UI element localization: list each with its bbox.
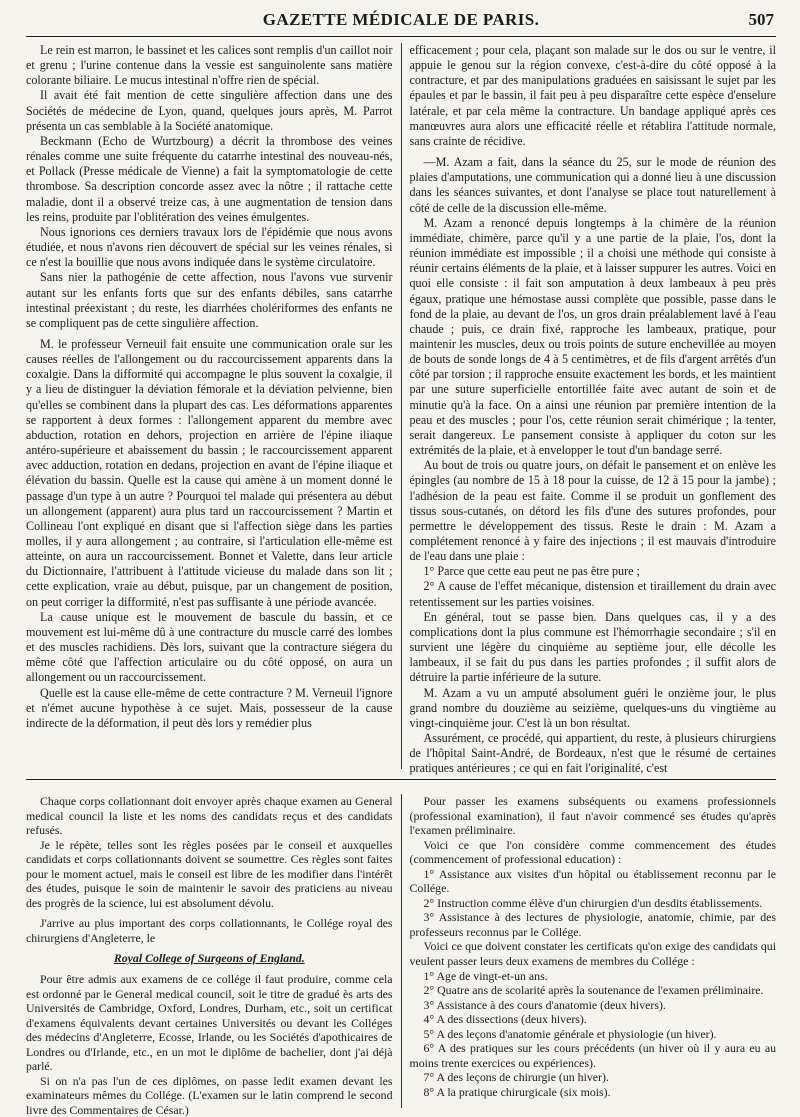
running-head [26,6,776,37]
column-divider [401,43,402,769]
list-item: 2° Instruction comme élève d'un chirurgien d'un desdits établissements. [423,895,763,910]
list-item: 1° Parce que cette eau peut ne pas être pure ; [423,564,640,579]
paragraph: Nous ignorions ces derniers travaux lors de l'épidémie que nous avons étudiée, et nous n'avons rien découvert de spécial sur les veines rénales, si ce n'est la bouillie que nous avons indiquée dans le système circulatoire. [26,224,393,270]
section-title: Royal College of Surgeons of England. [113,951,305,966]
paragraph: J'arrive au plus important des corps collationnants, le Collége royal des chirurgiens d'Angleterre, le [26,916,393,945]
upper-right-column [409,43,777,776]
paragraph: Assurément, ce procédé, qui appartient, du reste, à plusieurs chirurgiens de l'hôpital Saint-André, de Bordeaux, n'est que le résumé de certaines pratiques antérieures ; ce qui en fait l'originalité, c'est [409,731,777,776]
list-item: 1° Age de vingt-et-un ans. [423,968,548,983]
paragraph: Beckmann (Echo de Wurtzbourg) a décrit la thrombose des veines rénales comme une suite fréquente du catarrhe intestinal des nouveau-nés, et Pollack (Presse médicale de Vienne) a fait la symptomatologie de cette thrombose. Sa description concorde assez avec la nôtre ; il rattache cette maladie, dont il a observé treize cas, à une augmentation de tension dans les reins, produite par l'oblitération des veines émulgentes. [26,133,393,224]
paragraph: Pour passer les examens subséquents ou examens professionnels (professional examination), il faut n'avoir commencé ses études qu'après l'examen préliminaire. [409,794,777,838]
paragraph: Si on n'a pas l'un de ces diplômes, on passe ledit examen devant les examinateurs mêmes du Collége. (L'examen sur le latin comprend le second livre des Commentaires de César.) [26,1073,393,1117]
paragraph: Il avait été fait mention de cette singulière affection dans une des Sociétés de médecine de Lyon, quand, quelques jours après, M. Parrot présenta un cas semblable à la Société anatomique. [26,88,393,133]
page-number: 507 [748,10,774,29]
paragraph: En général, tout se passe bien. Dans quelques cas, il y a des complications dont la plus commune est l'hémorrhagie secondaire ; s'il en survient une légère du cinquième au septième jour, elle décolle les lambeaux, il se fait du pus dans les parties profondes ; il suffit alors de détruire la partie inférieure de la suture. [409,609,777,685]
list-item: 2° Quatre ans de scolarité après la soutenance de l'examen préliminaire. [423,983,764,998]
list-item: 3° Assistance à des cours d'anatomie (deux hivers). [423,997,666,1012]
lower-left-column [26,794,393,1117]
paragraph: La cause unique est le mouvement de bascule du bassin, et ce mouvement est lui-même dû à une contracture du muscle carré des lombes et des muscles rachidiens. Dès lors, suivant que la contracture siégera du même côté que l'affection articulaire ou du côté opposé, on aura un allongement ou un raccourcissement. [26,609,393,685]
paragraph: Voici ce que l'on considère comme commencement des études (commencement of professional education) : [409,837,777,867]
section-separator [26,779,776,780]
paragraph: Chaque corps collationnant doit envoyer après chaque examen au General medical council la liste et les noms des candidats reçus et des candidats refusés. [26,794,393,838]
paragraph: Quelle est la cause elle-même de cette contracture ? M. Verneuil l'ignore et n'émet aucune hypothèse à ce sujet. Mais, possesseur de la cause indirecte de la déformation, il peut dès lors y remédier plus [26,685,393,730]
paragraph: —M. Azam a fait, dans la séance du 25, sur le mode de réunion des plaies d'amputations, une communication qui a donné lieu à une discussion dans les séances suivantes, et dont l'analyse se place tout naturellement à côté de celle de la discussion elle-même. [409,155,777,215]
list-item: 4° A des dissections (deux hivers). [423,1012,587,1027]
list-item: 6° A des pratiques sur les cours précédents (un hiver où il y aura eu au moins trente exercices ou expériences). [409,1041,777,1070]
paragraph: M. Azam a renoncé depuis longtemps à la chimère de la réunion immédiate, chimère, parce qu'il y a une partie de la plaie, l'os, dont la réunion immédiate est impossible ; il a choisi une méthode qui consiste à réunir certains éléments de la plaie, et à laisser suppurer les autres. Voici en quoi elle consiste : il fait son amputation à deux lambeaux à peu près égaux, pratique une hémostase aussi complète que possible, passe dans le fond de la plaie, au devant de l'os, un gros drain préalablement lavé à l'eau chaude ; puis, ce drain fixé, rapproche les lambeaux, pratique, pour maintenir les muscles, deux ou trois points de suture enchevillée au moyen de bouts de sonde longs de 4 à 5 centimètres, et de fils d'argent arrêtés d'un côté par torsion ; il rapproche ensuite exactement les bords, et les maintient par une suture superficielle entortillée faite avec autant de soin et de minutie qu'à la face. On a ainsi une réunion par première intention de la peau et des muscles ; pour l'os, cette réunion serait chimérique ; la tenter, serait dangereux. Le pansement consiste à appliquer du coton sur les extrémités de la plaie, et à envelopper le tout d'un bandage serré. [409,215,777,458]
upper-section [26,43,777,776]
paragraph: Sans nier la pathogénie de cette affection, nous l'avons vue survenir autant sur les enfants forts que sur des enfants débiles, sans catarrhe intestinal préexistant ; du reste, les diarrhées cholériformes des enfants ne se compliquent pas de cette singulière affection. [26,270,393,330]
paragraph: efficacement ; pour cela, plaçant son malade sur le dos ou sur le ventre, il appuie le genou sur la région convexe, c'est-à-dire du côté opposé à la contracture, et par des manipulations graduées en saisissant le sujet par les épaules et par le bassin, il fait peu à peu disparaître cette espèce d'enselure latérale, et par cela même la contracture. Un bandage appliqué après ces manœuvres aura alors une efficacité réelle et rétablira l'attitude normale, sans crainte de récidive. [409,43,777,148]
list-item: 3° Assistance à des lectures de physiologie, anatomie, chimie, par des professeurs reconnus par le Collége. [409,910,777,939]
paragraph: M. Azam a vu un amputé absolument guéri le onzième jour, le plus grand nombre du douzième au seizième, quelques-uns du vingtième au vingt-cinquième jour. C'est là un bon résultat. [409,685,777,730]
list-item: 5° A des leçons d'anatomie générale et physiologie (un hiver). [423,1026,717,1041]
list-item: 8° A la pratique chirurgicale (six mois). [423,1084,611,1099]
column-divider [401,794,402,1108]
list-item: 2° A cause de l'effet mécanique, distension et tiraillement du drain avec retentissement sur les parties voisines. [409,579,777,609]
lower-right-column [410,794,777,1108]
lower-section [26,794,777,1117]
list-item: 1° Assistance aux visites d'un hôpital ou établissement reconnu par le Collége. [409,866,777,896]
paragraph: Le rein est marron, le bassinet et les calices sont remplis d'un caillot noir et grenu ; l'urine contenue dans la vessie est sanguinolente sans matière colorante biliaire. Le mucus intestinal n'offre rien de spécial. [26,43,393,88]
paragraph: Pour être admis aux examens de ce collége il faut produire, comme cela est ordonné par le General medical council, soit le titre de gradué ès arts des Universités de Cambridge, Oxford, Londres, Durham, etc., soit un certificat d'examens équivalents devant certaines Universités ou devant les Colléges des médecins d'Angleterre, Ecosse, Irlande, ou les Sociétés d'apothicaires de Londres ou d'Irlande, etc., en un mot le diplôme de bachelier, dont j'ai déjà parlé. [26,972,393,1074]
paragraph: Je le répète, telles sont les règles posées par le conseil et auxquelles candidats et corps collationnants doivent se soumettre. Ces règles sont faites pour le moment actuel, mais le conseil est libre de les modifier dans l'intérêt des études, puisque le soin de maintenir le savoir des praticiens au niveau des progrès de la science, lui est absolument dévolu. [26,837,393,910]
upper-left-column [26,43,393,769]
paragraph: Voici ce que doivent constater les certificats qu'on exige des candidats qui veulent passer leurs deux examens de membres du Collége : [409,939,777,969]
journal-title: GAZETTE MÉDICALE DE PARIS. [262,10,540,29]
paragraph: Au bout de trois ou quatre jours, on défait le pansement et on enlève les épingles (au nombre de 15 à 18 pour la cuisse, de 12 à 15 pour la jambe) ; l'adhésion de la peau est faite. Comme il se produit un gonflement des tissus sous-cutanés, on détord les fils d'une des sutures profondes, pour permettre le développement des tissus. Reste le drain : M. Azam a complétement renoncé à y faire des injections ; il est mauvais d'introduire de l'eau dans une plaie : [409,458,777,564]
list-item: 7° A des leçons de chirurgie (un hiver). [423,1070,609,1085]
paragraph: M. le professeur Verneuil fait ensuite une communication orale sur les causes réelles de l'allongement ou du raccourcissement apparents dans la coxalgie. Dans la difformité qui accompagne le plus souvent la coxalgie, il y a lieu de distinguer la déviation fémorale et la déviation pelvienne, bien qu'elles se combinent dans la plupart des cas. Les déformations apparentes se rapportent à deux formes : l'allongement apparent du membre avec abduction, rotation en dehors, projection en arrière de l'épine iliaque antéro-supérieure et abaissement du bassin ; le raccourcissement apparent avec adduction, rotation en dedans, projection en avant de l'épine iliaque et élévation du bassin. Quelle est la cause qui amène à un moment donné le passage d'un type à un autre ? Pourquoi tel malade qui présentera au début un allongement (apparent) aura plus tard un raccourcissement ? Martin et Collineau l'ont expliqué en disant que si l'affection siège dans les parties molles, il y aura allongement ; au contraire, si l'articulation elle-même est atteinte, on aura un raccourcissement. Bonnet et Valette, dans leur article du Dictionnaire, l'attribuent à l'attitude vicieuse du malade dans son lit ; cette explication, vraie au début, puisque, par un changement de position, on peut corriger la difformité, n'est pas suffisante à une période avancée. [26,336,393,609]
